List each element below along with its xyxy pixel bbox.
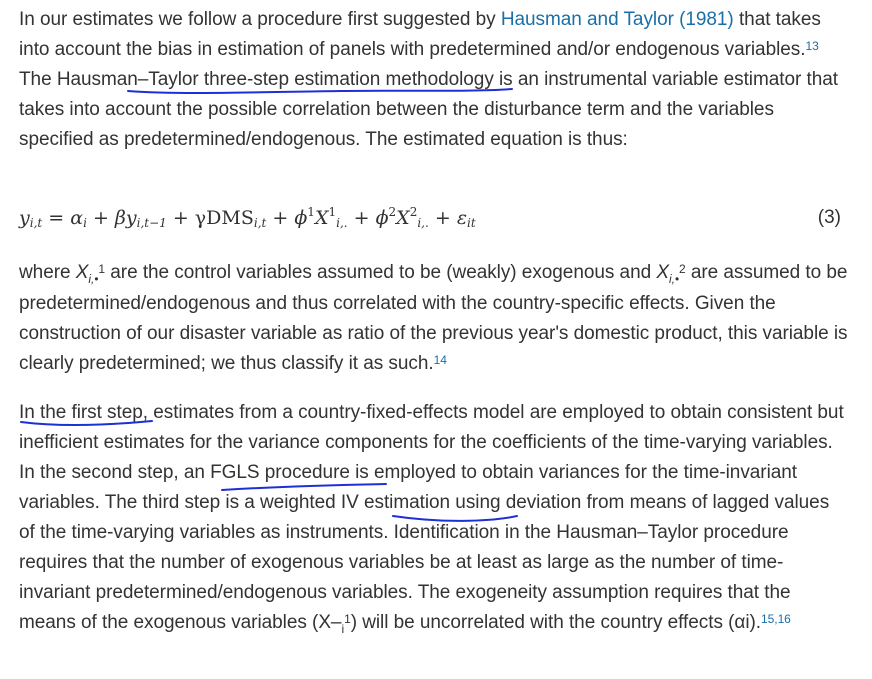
eq-phi2-sup: 2 (388, 205, 397, 219)
eq-plus: + (86, 207, 115, 229)
eq-plus: + (347, 207, 376, 229)
text: that takes into account the bias in estimation of panels with predetermined and/or endogenous variables. (19, 9, 821, 60)
text: where (19, 262, 76, 283)
paragraph-variables (19, 258, 849, 379)
step-three-phrase: The third step (104, 492, 221, 513)
text: methodology is an instrumental variable estimator that takes into account the possible correlation between the disturbance term and the variables specified as predetermined/endogenous. The estimated equation is thus: (19, 69, 839, 150)
eq-epsilon-sub: it (467, 216, 476, 230)
var-x2-sub: i,• (668, 272, 680, 286)
eq-x1: X (314, 207, 329, 229)
step-one-phrase: In the first step (19, 402, 143, 423)
eq-x1-sub: i,. (336, 216, 348, 230)
eq-phi1-sup: 1 (307, 205, 315, 219)
equation-3 (19, 205, 841, 235)
eq-y: y (19, 207, 30, 229)
var-x2: X (656, 262, 669, 283)
eq-phi1: ϕ (294, 207, 308, 229)
eq-y-sub: i,t (29, 216, 43, 230)
var-x2-sup: 2 (679, 262, 686, 276)
eq-plus: + (428, 207, 457, 229)
paragraph-method-intro (19, 5, 849, 155)
eq-equals: = (42, 207, 71, 229)
paragraph-steps (19, 398, 849, 639)
step-two-phrase: In the second step (19, 462, 174, 483)
footnote-ref-13[interactable]: 13 (805, 39, 819, 53)
equation-formula (19, 207, 476, 229)
citation-link-hausman-taylor[interactable]: Hausman and Taylor (1981) (500, 9, 734, 30)
equation-number: (3) (817, 207, 841, 228)
eq-alpha: α (70, 207, 84, 229)
eq-plus: + (166, 207, 195, 229)
exog-sub: i (341, 622, 345, 636)
exog-sup: 1 (344, 612, 351, 626)
text: , an FGLS procedure is employed to obtain variances for the time-invariant variables. (19, 462, 798, 513)
eq-x2: X (396, 207, 410, 229)
var-x1: X (75, 262, 89, 283)
eq-phi2: ϕ (375, 207, 389, 229)
text: are the control variables assumed to be (weakly) exogenous and (105, 262, 657, 283)
text: are assumed to be predetermined/endogenous and thus correlated with the country-specific effects. Given the construction of our disaster variable as ratio of the previous year's domestic product, this variable is clearly predetermined; we thus classify it as such. (19, 262, 848, 374)
text: is a weighted IV estimation using deviation from means of lagged values of the time-varying variables as instruments. Identification in the Hausman–Taylor procedure requires that the number of exogenous variables be at least as large as the number of time-invariant predetermined/endogenous variables. The exogeneity assumption requires that the means of the exogenous variables (X– (19, 492, 830, 633)
text: ) will be uncorrelated with the country effects (αi). (350, 612, 762, 633)
eq-x2-sup: 2 (409, 205, 418, 219)
text: , estimates from a country-fixed-effects model are employed to obtain consistent but inefficient estimates for the variance components for the coefficients of the time-varying variables. (19, 402, 844, 453)
eq-alpha-sub: i (83, 216, 87, 230)
footnote-ref-15-16[interactable]: 15,16 (761, 612, 791, 626)
eq-beta-sub: i,t−1 (136, 216, 167, 230)
eq-plus: + (266, 207, 295, 229)
eq-gamma-sub: i,t (253, 216, 267, 230)
eq-epsilon: ε (456, 207, 468, 229)
eq-x1-sup: 1 (328, 205, 337, 219)
text: In our estimates we follow a procedure first suggested by (19, 9, 501, 30)
eq-gamma-dms: γDMS (194, 207, 254, 229)
var-x1-sub: i,• (88, 272, 99, 286)
highlighted-phrase: The Hausman–Taylor three-step estimation (19, 69, 381, 90)
eq-beta: βy (114, 207, 137, 229)
var-x1-sup: 1 (98, 262, 106, 276)
footnote-ref-14[interactable]: 14 (433, 353, 447, 367)
eq-x2-sub: i,. (417, 216, 429, 230)
